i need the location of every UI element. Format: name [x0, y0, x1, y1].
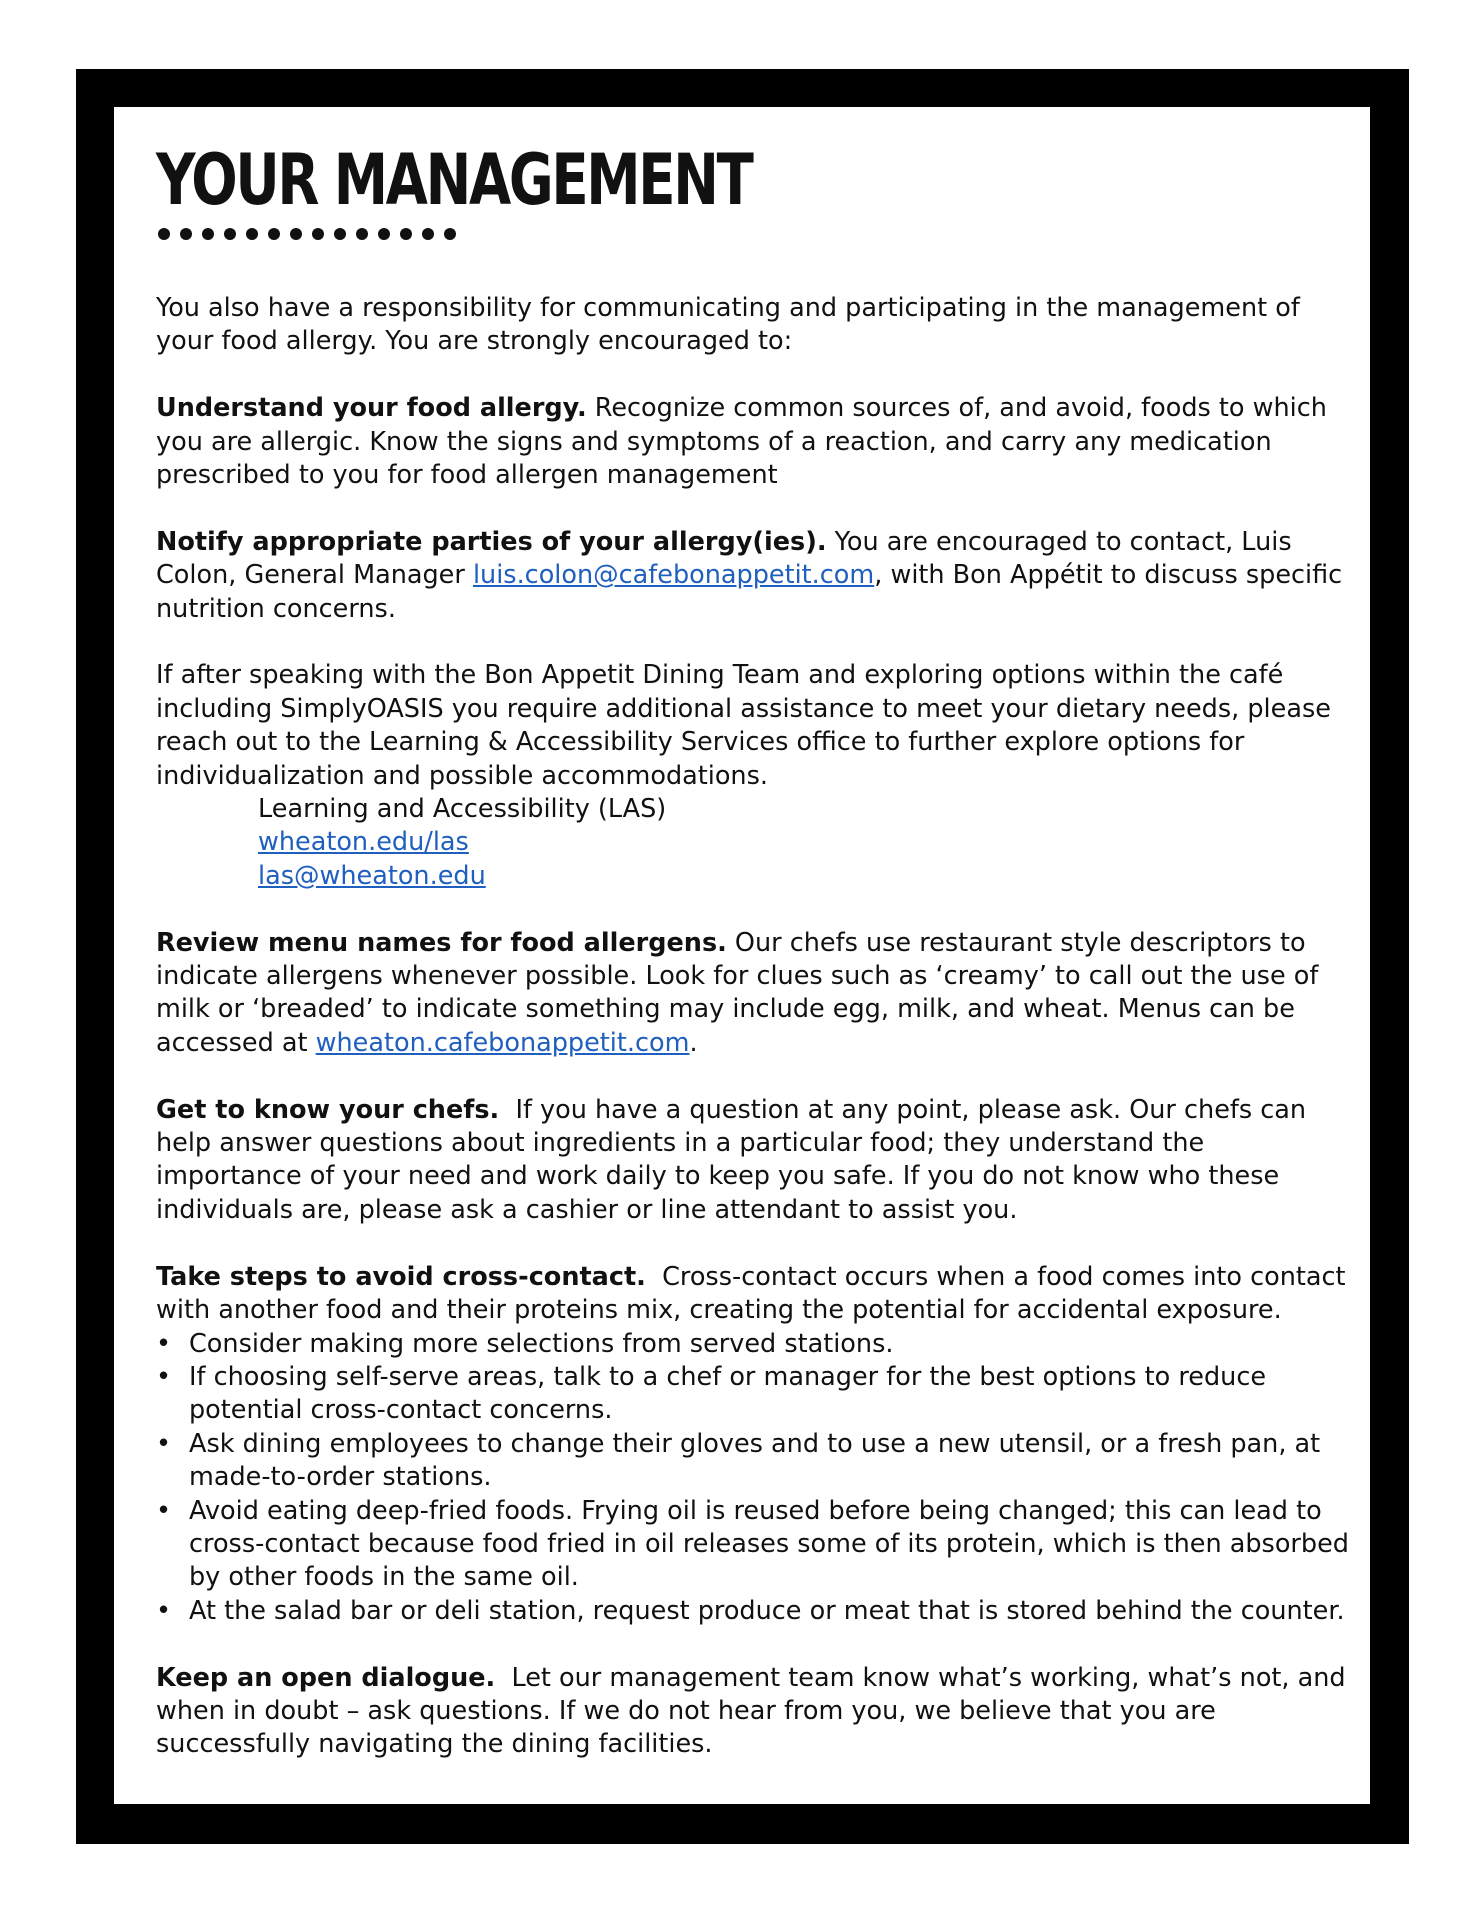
- divider-dot: [356, 228, 368, 240]
- section-heading: Review menu names for food allergens.: [156, 927, 727, 958]
- list-item: • Consider making more selections from served stations.: [156, 1328, 1356, 1361]
- section-body: Let our management team know what’s working, what’s not, and when in doubt – ask questions. If we do not hear from you, we believe that you are successfully navigating the dining facilities.: [156, 1662, 1346, 1760]
- las-contact-name: Learning and Accessibility (LAS): [258, 794, 667, 825]
- manager-email-link[interactable]: luis.colon@cafebonappetit.com: [472, 560, 875, 591]
- section-heading: Understand your food allergy.: [156, 393, 587, 424]
- list-item: • Ask dining employees to change their gloves and to use a new utensil, or a fresh pan, at made-to-order stations.: [156, 1428, 1356, 1495]
- divider-dot: [334, 228, 346, 240]
- cross-contact-list: [156, 1328, 1356, 1629]
- menu-website-link[interactable]: wheaton.cafebonappetit.com: [315, 1027, 690, 1058]
- intro-paragraph: You also have a responsibility for communicating and participating in the management of your food allergy. You are strongly encouraged to:: [156, 293, 1300, 357]
- section-cross-contact: [156, 1261, 1356, 1328]
- divider-dot: [422, 228, 434, 240]
- list-item: • Avoid eating deep-fried foods. Frying oil is reused before being changed; this can lead to cross-contact because food fried in oil releases some of its protein, which is then absorbed by other foods in the same oil.: [156, 1495, 1356, 1595]
- section-body: Recognize common sources of, and avoid, foods to which you are allergic. Know the signs and symptoms of a reaction, and carry any medication prescribed to you for food allergen management: [156, 393, 1327, 491]
- dotted-divider: [158, 228, 1356, 240]
- section-heading: Keep an open dialogue.: [156, 1662, 496, 1693]
- section-heading: Get to know your chefs.: [156, 1094, 500, 1125]
- section-understand-allergy: [156, 392, 1356, 492]
- divider-dot: [246, 228, 258, 240]
- period: .: [689, 1027, 698, 1058]
- section-heading: Notify appropriate parties of your allergy(ies).: [156, 526, 827, 557]
- section-body: If you have a question at any point, please ask. Our chefs can help answer questions about ingredients in a particular food; they understand the importance of your need and work daily to keep you safe. If you do not know who these individuals are, please ask a cashier or line attendant to assist you.: [156, 1094, 1307, 1225]
- list-item: • At the salad bar or deli station, request produce or meat that is stored behind the counter.: [156, 1595, 1356, 1628]
- section-body: Cross-contact occurs when a food comes into contact with another food and their proteins mix, creating the potential for accidental exposure.: [156, 1261, 1346, 1326]
- list-item: • If choosing self-serve areas, talk to a chef or manager for the best options to reduce potential cross-contact concerns.: [156, 1361, 1356, 1428]
- page-title: YOUR MANAGEMENT: [156, 139, 752, 221]
- divider-dot: [268, 228, 280, 240]
- divider-dot: [400, 228, 412, 240]
- divider-dot: [180, 228, 192, 240]
- divider-dot: [378, 228, 390, 240]
- section-know-chefs: [156, 1094, 1356, 1228]
- section-additional-assistance: If after speaking with the Bon Appetit Dining Team and exploring options within the café including SimplyOASIS you require additional assistance to meet your dietary needs, please reach out to the Learning & Accessibility Services office to further explore options for individualization and possible accommodations.: [156, 660, 1331, 791]
- section-notify-parties: [156, 526, 1356, 626]
- document-body: [156, 140, 1356, 1762]
- las-website-link[interactable]: wheaton.edu/las: [258, 827, 469, 858]
- divider-dot: [158, 228, 170, 240]
- section-review-menu: [156, 927, 1356, 1061]
- las-contact-block: [156, 793, 1356, 893]
- section-body-end: , with Bon Appétit to discuss specific nutrition concerns.: [156, 560, 1343, 624]
- section-body: Our chefs use restaurant style descriptors to indicate allergens whenever possible. Look for clues such as ‘creamy’ to call out the use of milk or ‘breaded’ to indicate something may include egg, milk, and wheat. Menus can be accessed at: [156, 927, 1319, 1058]
- section-open-dialogue: [156, 1662, 1356, 1762]
- divider-dot: [444, 228, 456, 240]
- divider-dot: [290, 228, 302, 240]
- divider-dot: [312, 228, 324, 240]
- divider-dot: [224, 228, 236, 240]
- section-body: You are encouraged to contact, Luis Colon, General Manager: [156, 526, 1292, 591]
- section-heading: Take steps to avoid cross-contact.: [156, 1261, 646, 1292]
- las-email-link[interactable]: las@wheaton.edu: [258, 860, 486, 891]
- divider-dot: [202, 228, 214, 240]
